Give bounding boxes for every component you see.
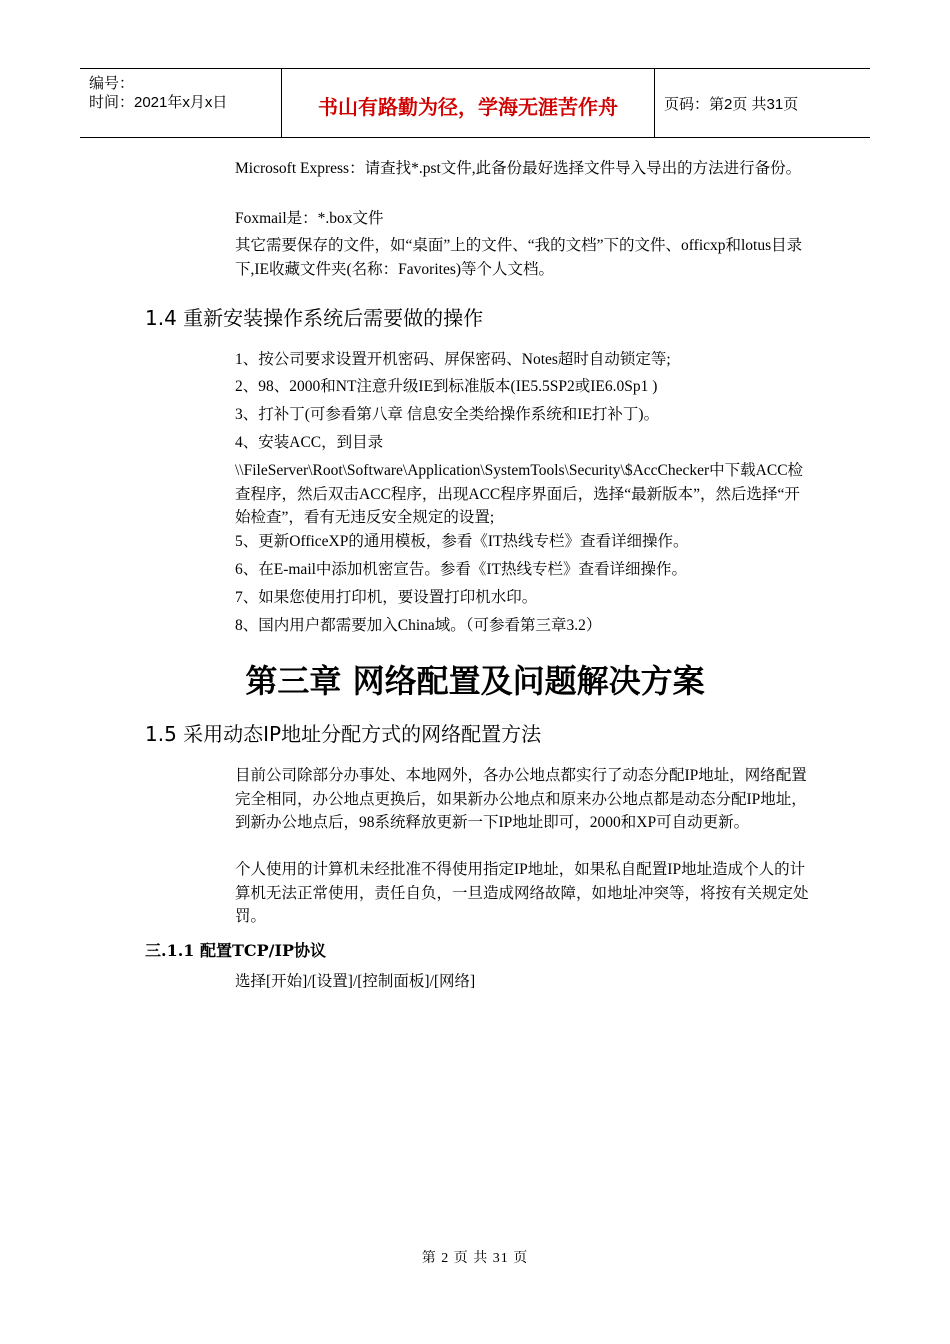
list-item: 8、国内用户都需要加入China域。（可参看第三章3.2）	[235, 617, 602, 634]
paragraph-static-ip-policy: 个人使用的计算机未经批准不得使用指定IP地址，如果私自配置IP地址造成个人的计算机无法正常使用，责任自负，一旦造成网络故障，如地址冲突等，将按有关规定处罚。	[235, 861, 809, 925]
list-item: 3、打补丁(可参看第八章 信息安全类给操作系统和IE打补丁)。	[235, 406, 660, 423]
subsection-heading-3-1-1: 三.1.1 配置TCP/IP协议	[145, 941, 327, 960]
list-item: 1、按公司要求设置开机密码、屏保密码、Notes超时自动锁定等;	[235, 351, 671, 368]
chapter-title: 第三章 网络配置及问题解决方案	[245, 662, 705, 700]
list-item: 4、安装ACC，到目录	[235, 434, 384, 451]
list-item: 7、如果您使用打印机，要设置打印机水印。	[235, 589, 538, 606]
list-item: 5、更新OfficeXP的通用模板，参看《IT热线专栏》查看详细操作。	[235, 533, 689, 550]
number-label: 编号：	[89, 75, 135, 92]
date-label: 时间：2021年x月x日	[89, 94, 228, 111]
paragraph-other-files: 其它需要保存的文件，如“桌面”上的文件、“我的文档”下的文件、officxp和lotus目录下,IE收藏文件夹(名称：Favorites)等个人文档。	[235, 237, 803, 278]
list-item: 2、98、2000和NT注意升级IE到标准版本(IE5.5SP2或IE6.0Sp1 )	[235, 378, 658, 395]
header-meta-cell	[80, 69, 282, 137]
header-page-info: 页码：第2页 共31页	[664, 96, 799, 113]
list-item: 6、在E-mail中添加机密宣告。参看《IT热线专栏》查看详细操作。	[235, 561, 688, 578]
page-header	[80, 68, 870, 138]
paragraph-dynamic-ip: 目前公司除部分办事处、本地网外，各办公地点都实行了动态分配IP地址，网络配置完全相同，办公地点更换后，如果新办公地点和原来办公地点都是动态分配IP地址，到新办公地点后，98系统释放更新一下IP地址即可，2000和XP可自动更新。	[235, 767, 807, 831]
section-heading-1-4: 1.4 重新安装操作系统后需要做的操作	[145, 306, 484, 330]
page-footer: 第 2 页 共 31 页	[421, 1251, 529, 1266]
header-motto-cell	[282, 69, 655, 137]
section-heading-1-5: 1.5 采用动态IP地址分配方式的网络配置方法	[145, 722, 542, 746]
list-item: \\FileServer\Root\Software\Application\SystemTools\Security\$AccChecker中下载ACC检查程序，然后双击ACC程序，出现ACC程序界面后，选择“最新版本”，然后选择“开始检查”，看有无违反安全规定的设置;	[235, 462, 804, 526]
header-motto: 书山有路勤为径，学海无涯苦作舟	[318, 95, 618, 119]
paragraph-foxmail: Foxmail是：*.box文件	[235, 210, 384, 227]
paragraph-select-network: 选择[开始]/[设置]/[控制面板]/[网络]	[235, 973, 476, 990]
paragraph-outlook-express: Microsoft Express：请查找*.pst文件,此备份最好选择文件导入导出的方法进行备份。	[235, 160, 802, 177]
